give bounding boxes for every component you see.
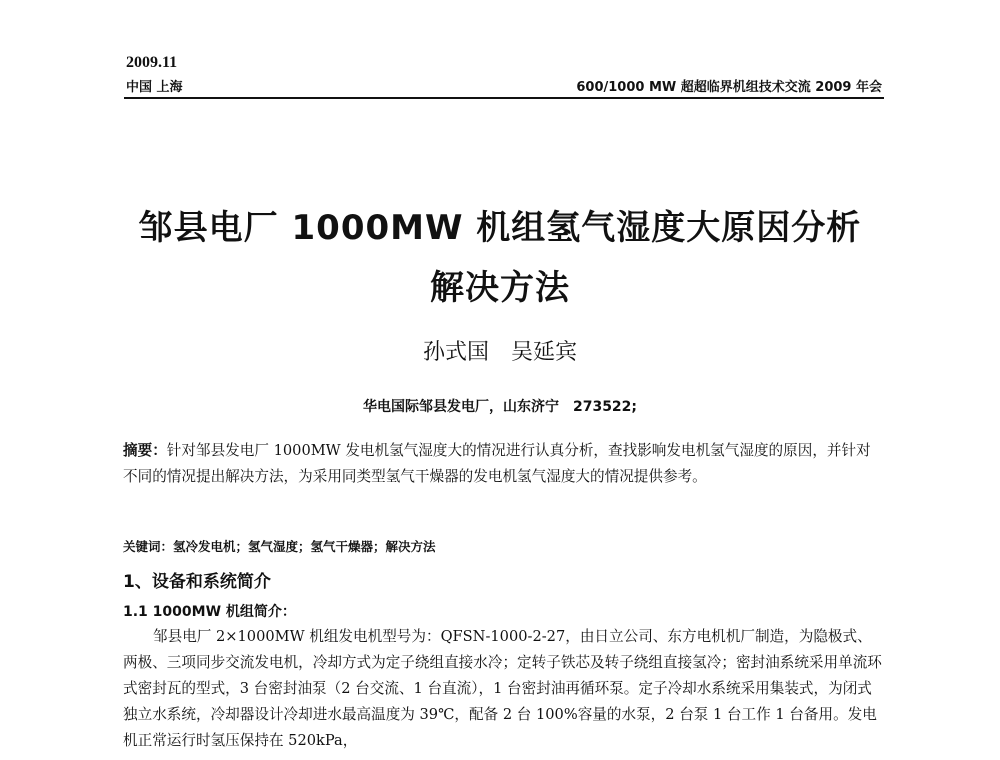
abstract-text: 针对邹县发电厂 1000MW 发电机氢气湿度大的情况进行认真分析，查找影响发电机氢气湿度的原因，并针对不同的情况提出解决方法，为采用同类型氢气干燥器的发电机氢气湿度大的情况提供参考。 xyxy=(123,442,871,485)
abstract-label: 摘要： xyxy=(123,442,167,459)
abstract xyxy=(123,438,885,490)
header-date: 2009.11 xyxy=(126,54,178,71)
paper-authors: 孙式国 吴延宾 xyxy=(422,340,577,365)
header-rule xyxy=(124,97,884,99)
paper-affiliation: 华电国际邹县发电厂，山东济宁 273522; xyxy=(362,399,638,415)
keywords: 关键词：氢冷发电机；氢气湿度；氢气干燥器；解决方法 xyxy=(123,539,436,554)
paper-title-line-1: 邹县电厂 1000MW 机组氢气湿度大原因分析 xyxy=(138,208,862,248)
body-paragraph: 邹县电厂 2×1000MW 机组发电机型号为：QFSN-1000-2-27，由日立公司、东方电机机厂制造，为隐极式、两极、三项同步交流发电机，冷却方式为定子绕组直接水冷；定转子铁芯及转子绕组直接氢冷；密封油系统采用单流环式密封瓦的型式，3 台密封油泵（2 台交流、1 台直流），1 台密封油再循环泵。定子冷却水系统采用集装式，为闭式独立水系统，冷却器设计冷却进水最高温度为 39℃，配备 2 台 100%容量的水泵，2 台泵 1 台工作 1 台备用。发电机正常运行时氢压保持在 520kPa， xyxy=(123,628,882,749)
header-location: 中国 上海 xyxy=(126,80,183,95)
header-conference: 600/1000 MW 超超临界机组技术交流 2009 年会 xyxy=(576,80,882,95)
paper-title-line-2: 解决方法 xyxy=(430,268,570,308)
subsection-heading-1-1: 1.1 1000MW 机组简介： xyxy=(123,604,296,620)
section-heading-1: 1、设备和系统简介 xyxy=(123,572,271,592)
